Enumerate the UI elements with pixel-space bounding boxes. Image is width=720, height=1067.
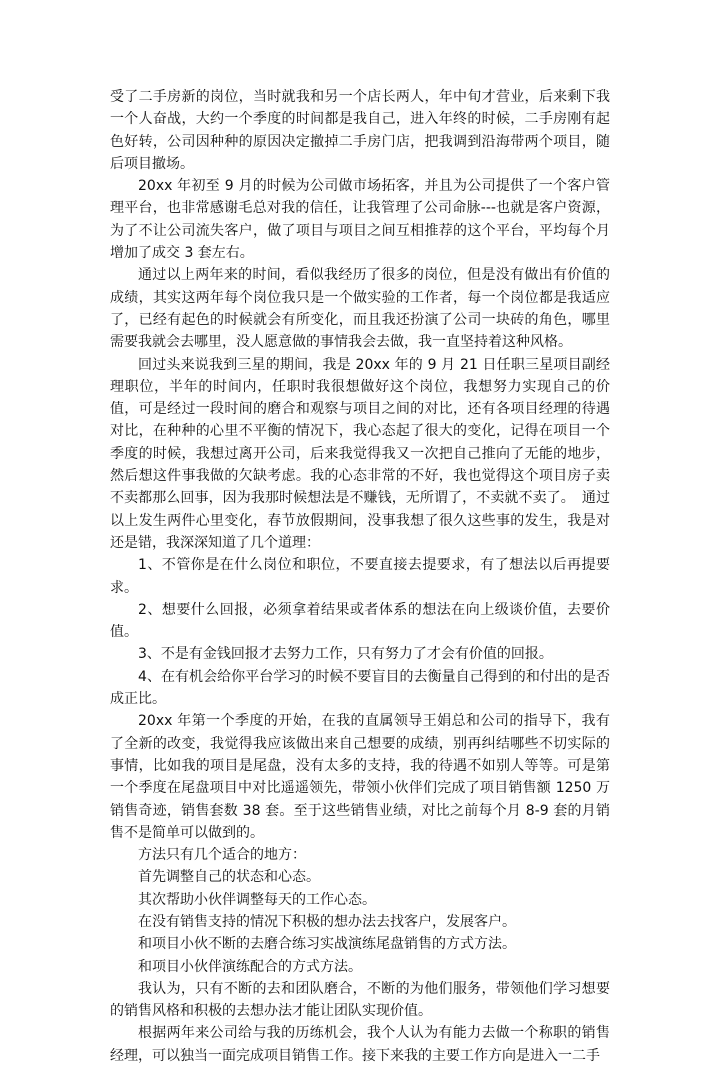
- paragraph-0: 受了二手房新的岗位，当时就我和另一个店长两人，年中旬才营业，后来剩下我一个人奋战，大约一个季度的时间都是我自己，进入年终的时候，二手房刚有起色好转，公司因种种的原因决定撤掉二手房门店，把我调到沿海带两个项目，随后项目撤场。: [110, 89, 610, 172]
- list-item-4: 4、在有机会给你平台学习的时候不要盲目的去衡量自己得到的和付出的是否成正比。: [110, 668, 610, 708]
- paragraph-4: 20xx 年第一个季度的开始，在我的直属领导王娟总和公司的指导下，我有了全新的改变，我觉得我应该做出来自己想要的成绩，别再纠结哪些不切实际的事情，比如我的项目是尾盘，没有太多的支持，我的待遇不如别人等等。可是第一个季度在尾盘项目中对比遥遥领先，带领小伙伴们完成了项目销售额 1250 万销售奇迹，销售套数 38 套。至于这些销售业绩，对比之前每个月 8-9 套的月销售不是简单可以做到的。: [110, 713, 610, 841]
- paragraph-6: 根据两年来公司给与我的历练机会，我个人认为有能力去做一个称职的销售经理，可以独当一面完成项目销售工作。接下来我的主要工作方向是进入一二手: [110, 1025, 610, 1064]
- method-item-4: 和项目小伙不断的去磨合练习实战演练尾盘销售的方式方法。: [138, 936, 516, 953]
- paragraph-5: 我认为，只有不断的去和团队磨合，不断的为他们服务，带领他们学习想要的销售风格和积极的去想办法才能让团队实现价值。: [110, 980, 610, 1020]
- method-heading: 方法只有几个适合的地方：: [138, 847, 306, 864]
- method-item-3: 在没有销售支持的情况下积极的想办法去找客户，发展客户。: [138, 913, 516, 930]
- method-item-2: 其次帮助小伙伴调整每天的工作心态。: [138, 891, 376, 908]
- paragraph-3: 回过头来说我到三星的期间，我是 20xx 年的 9 月 21 日任职三星项目副经理职位，半年的时间内，任职时我很想做好这个岗位，我想努力实现自己的价值，可是经过一段时间的磨合和观察与项目之间的对比，还有各项目经理的待遇对比，在种种的心里不平衡的情况下，我心态起了很大的变化，记得在项目一个季度的时候，我想过离开公司，后来我觉得我又一次把自己推向了无能的地步，然后想这件事我做的欠缺考虑。我的心态非常的不好，我也觉得这个项目房子卖不卖都那么回事，因为我那时候想法是不赚钱，无所谓了，不卖就不卖了。 通过以上发生两件心里变化，春节放假期间，没事我想了很久这些事的发生，我是对还是错，我深深知道了几个道理：: [110, 356, 610, 551]
- list-item-1: 1、不管你是在什么岗位和职位，不要直接去提要求，有了想法以后再提要求。: [110, 557, 610, 596]
- method-item-5: 和项目小伙伴演练配合的方式方法。: [138, 958, 362, 975]
- list-item-3: 3、不是有金钱回报才去努力工作，只有努力了才会有价值的回报。: [138, 646, 553, 663]
- method-item-1: 首先调整自己的状态和心态。: [138, 869, 320, 886]
- list-item-2: 2、想要什么回报，必须拿着结果或者体系的想法在向上级谈价值，去要价值。: [110, 601, 610, 641]
- paragraph-2: 通过以上两年来的时间，看似我经历了很多的岗位，但是没有做出有价值的成绩，其实这两年每个岗位我只是一个做实验的工作者，每一个岗位都是我适应了，已经有起色的时候就会有所变化，而且我还扮演了公司一块砖的角色，哪里需要我就会去哪里，没人愿意做的事情我会去做，我一直坚持着这种风格。: [110, 267, 610, 351]
- paragraph-1: 20xx 年初至 9 月的时候为公司做市场拓客，并且为公司提供了一个客户管理平台，也非常感谢毛总对我的信任，让我管理了公司命脉---也就是客户资源，为了不让公司流失客户，做了项目与项目之间互相推荐的这个平台，平均每个月增加了成交 3 套左右。: [110, 178, 610, 262]
